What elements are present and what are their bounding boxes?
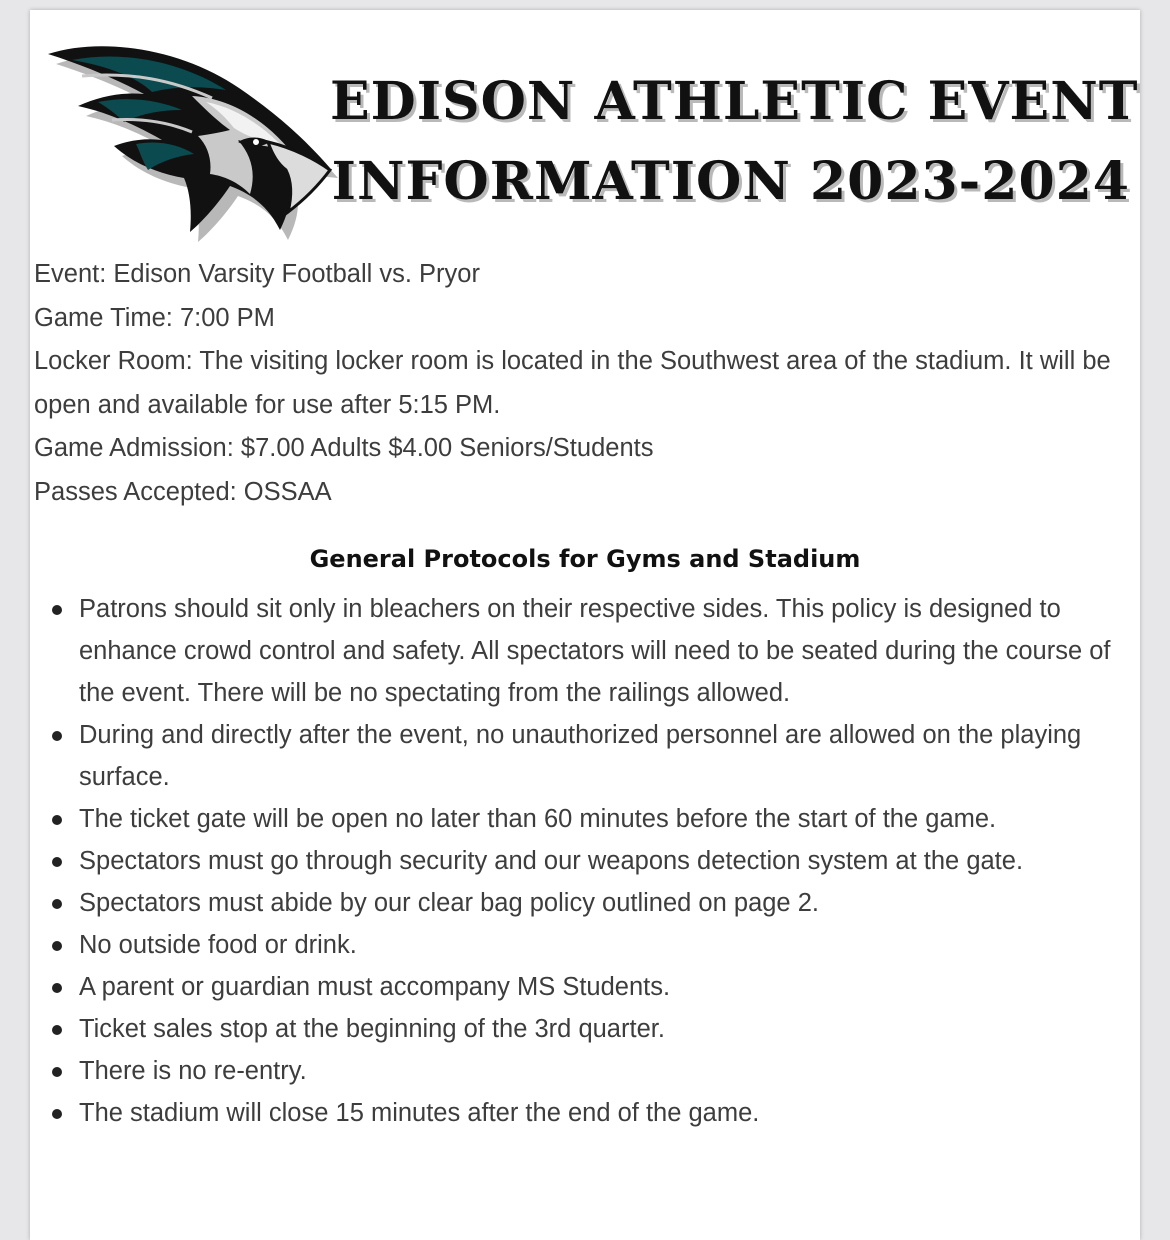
game-time: Game Time: 7:00 PM: [34, 303, 275, 332]
list-item: [30, 924, 1140, 966]
protocols-heading: General Protocols for Gyms and Stadium: [309, 545, 861, 573]
list-item-text: The ticket gate will be open no later than 60 minutes before the start of the game.: [79, 805, 997, 833]
list-item-text: The stadium will close 15 minutes after the end of the game.: [79, 1099, 760, 1127]
bullet-icon: [52, 983, 62, 993]
list-item: [30, 1050, 1140, 1092]
page-title: [330, 62, 1139, 222]
event-name: Event: Edison Varsity Football vs. Pryor: [34, 260, 480, 288]
bullet-icon: [52, 899, 62, 909]
bullet-icon: [52, 1067, 62, 1077]
bullet-icon: [52, 941, 62, 951]
bullet-icon: [52, 1025, 62, 1035]
list-item-text: Ticket sales stop at the beginning of the 3rd quarter.: [79, 1015, 665, 1043]
list-item: [30, 798, 1140, 840]
list-item-text: Patrons should sit only in bleachers on their respective sides. This policy is designed to enhance crowd control and safety. All spectators will need to be seated during the course of the event. There will be no spectating from the railings allowed.: [79, 595, 1111, 707]
locker-room-info: Locker Room: The visiting locker room is located in the Southwest area of the stadium. It will be open and available for use after 5:15 PM.: [34, 347, 1111, 419]
title-line-1: EDISON ATHLETIC EVENT: [330, 71, 1139, 132]
list-item: [30, 1092, 1140, 1134]
protocols-list: [30, 588, 1140, 1134]
list-item-text: No outside food or drink.: [79, 931, 357, 959]
list-item-text: There is no re-entry.: [79, 1057, 307, 1085]
game-admission: Game Admission: $7.00 Adults $4.00 Seniors/Students: [34, 434, 654, 463]
list-item-text: A parent or guardian must accompany MS Students.: [79, 973, 671, 1001]
passes-accepted: Passes Accepted: OSSAA: [34, 477, 332, 506]
bullet-icon: [52, 857, 62, 867]
list-item: [30, 882, 1140, 924]
bullet-icon: [52, 605, 62, 615]
title-line-2: INFORMATION 2023-2024: [331, 151, 1130, 212]
bullet-icon: [52, 1109, 62, 1119]
list-item-text: Spectators must go through security and our weapons detection system at the gate.: [79, 847, 1024, 875]
bullet-icon: [52, 731, 62, 741]
list-item: [30, 588, 1140, 714]
document-page: [30, 10, 1140, 1240]
list-item-text: During and directly after the event, no unauthorized personnel are allowed on the playing surface.: [79, 721, 1082, 791]
eagle-head-logo-icon: [42, 36, 342, 246]
list-item: [30, 840, 1140, 882]
event-info: [34, 253, 1140, 515]
list-item-text: Spectators must abide by our clear bag policy outlined on page 2.: [79, 889, 819, 917]
bullet-icon: [52, 815, 62, 825]
list-item: [30, 1008, 1140, 1050]
list-item: [30, 714, 1140, 798]
list-item: [30, 966, 1140, 1008]
